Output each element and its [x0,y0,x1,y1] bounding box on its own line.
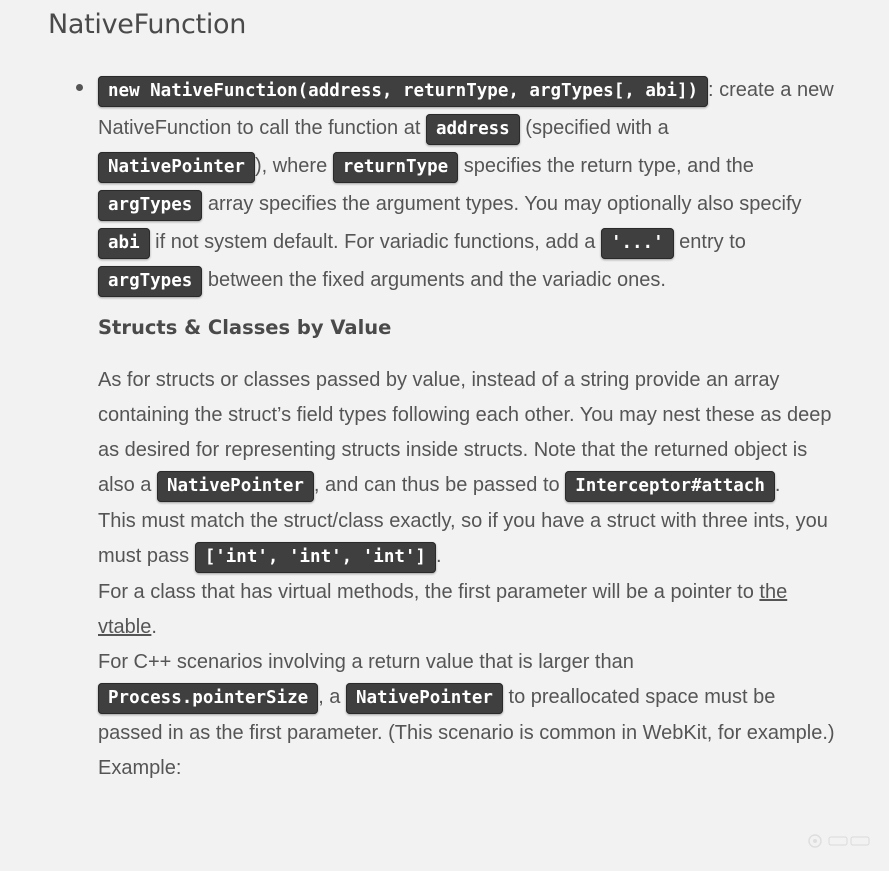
subheading-structs-classes: Structs & Classes by Value [98,316,392,339]
text: Example: [98,757,182,779]
section-heading: NativeFunction [48,9,247,40]
text: entry to [673,231,746,253]
code-abi: abi [98,228,150,259]
text: ), where [254,155,333,177]
code-process-pointersize: Process.pointerSize [98,683,318,714]
text: , a [318,686,346,708]
text: . [774,474,781,496]
text: , and can thus be passed to [313,474,566,496]
code-nativepointer: NativePointer [346,683,503,714]
code-argtypes: argTypes [98,190,202,221]
code-nativepointer: NativePointer [157,471,314,502]
code-int-array: ['int', 'int', 'int'] [195,542,436,573]
text: if not system default. For variadic functions, add a [149,231,601,253]
vtable-link[interactable]: the vtable [98,581,788,638]
text: . [435,545,442,567]
text: This must match the struct/class exactly, so if you have a struct with three ints, you must pass [98,510,828,567]
code-nativepointer: NativePointer [98,152,255,183]
watermark-logo [805,831,875,851]
code-returntype: returnType [333,152,458,183]
text: array specifies the argument types. You may optionally also specify [202,193,802,215]
list-bullet [76,84,83,91]
text: between the fixed arguments and the variadic ones. [202,269,666,291]
text: to preallocated space must be passed in as the first parameter. (This scenario is common in WebKit, for example.) [98,686,835,744]
paragraph-structs [98,363,838,786]
code-ellipsis: '...' [601,228,674,259]
text: For a class that has virtual methods, the first parameter will be a pointer to [98,581,760,603]
text: . [151,616,157,638]
list-item-nativefunction [98,72,838,300]
text: As for structs or classes passed by value, instead of a string provide an array containing the struct’s field types following each other. You may nest these as deep as desired for representing structs inside structs. Note that the returned object is also a [98,369,832,496]
text: For C++ scenarios involving a return value that is larger than [98,651,634,673]
code-signature: new NativeFunction(address, returnType, argTypes[, abi]) [98,76,708,107]
code-address: address [426,114,520,145]
code-argtypes: argTypes [98,266,202,297]
text: : create a new NativeFunction to call the function at [98,79,834,139]
code-interceptor-attach: Interceptor#attach [565,471,775,502]
text: (specified with a [519,117,669,139]
text: specifies the return type, and the [458,155,754,177]
